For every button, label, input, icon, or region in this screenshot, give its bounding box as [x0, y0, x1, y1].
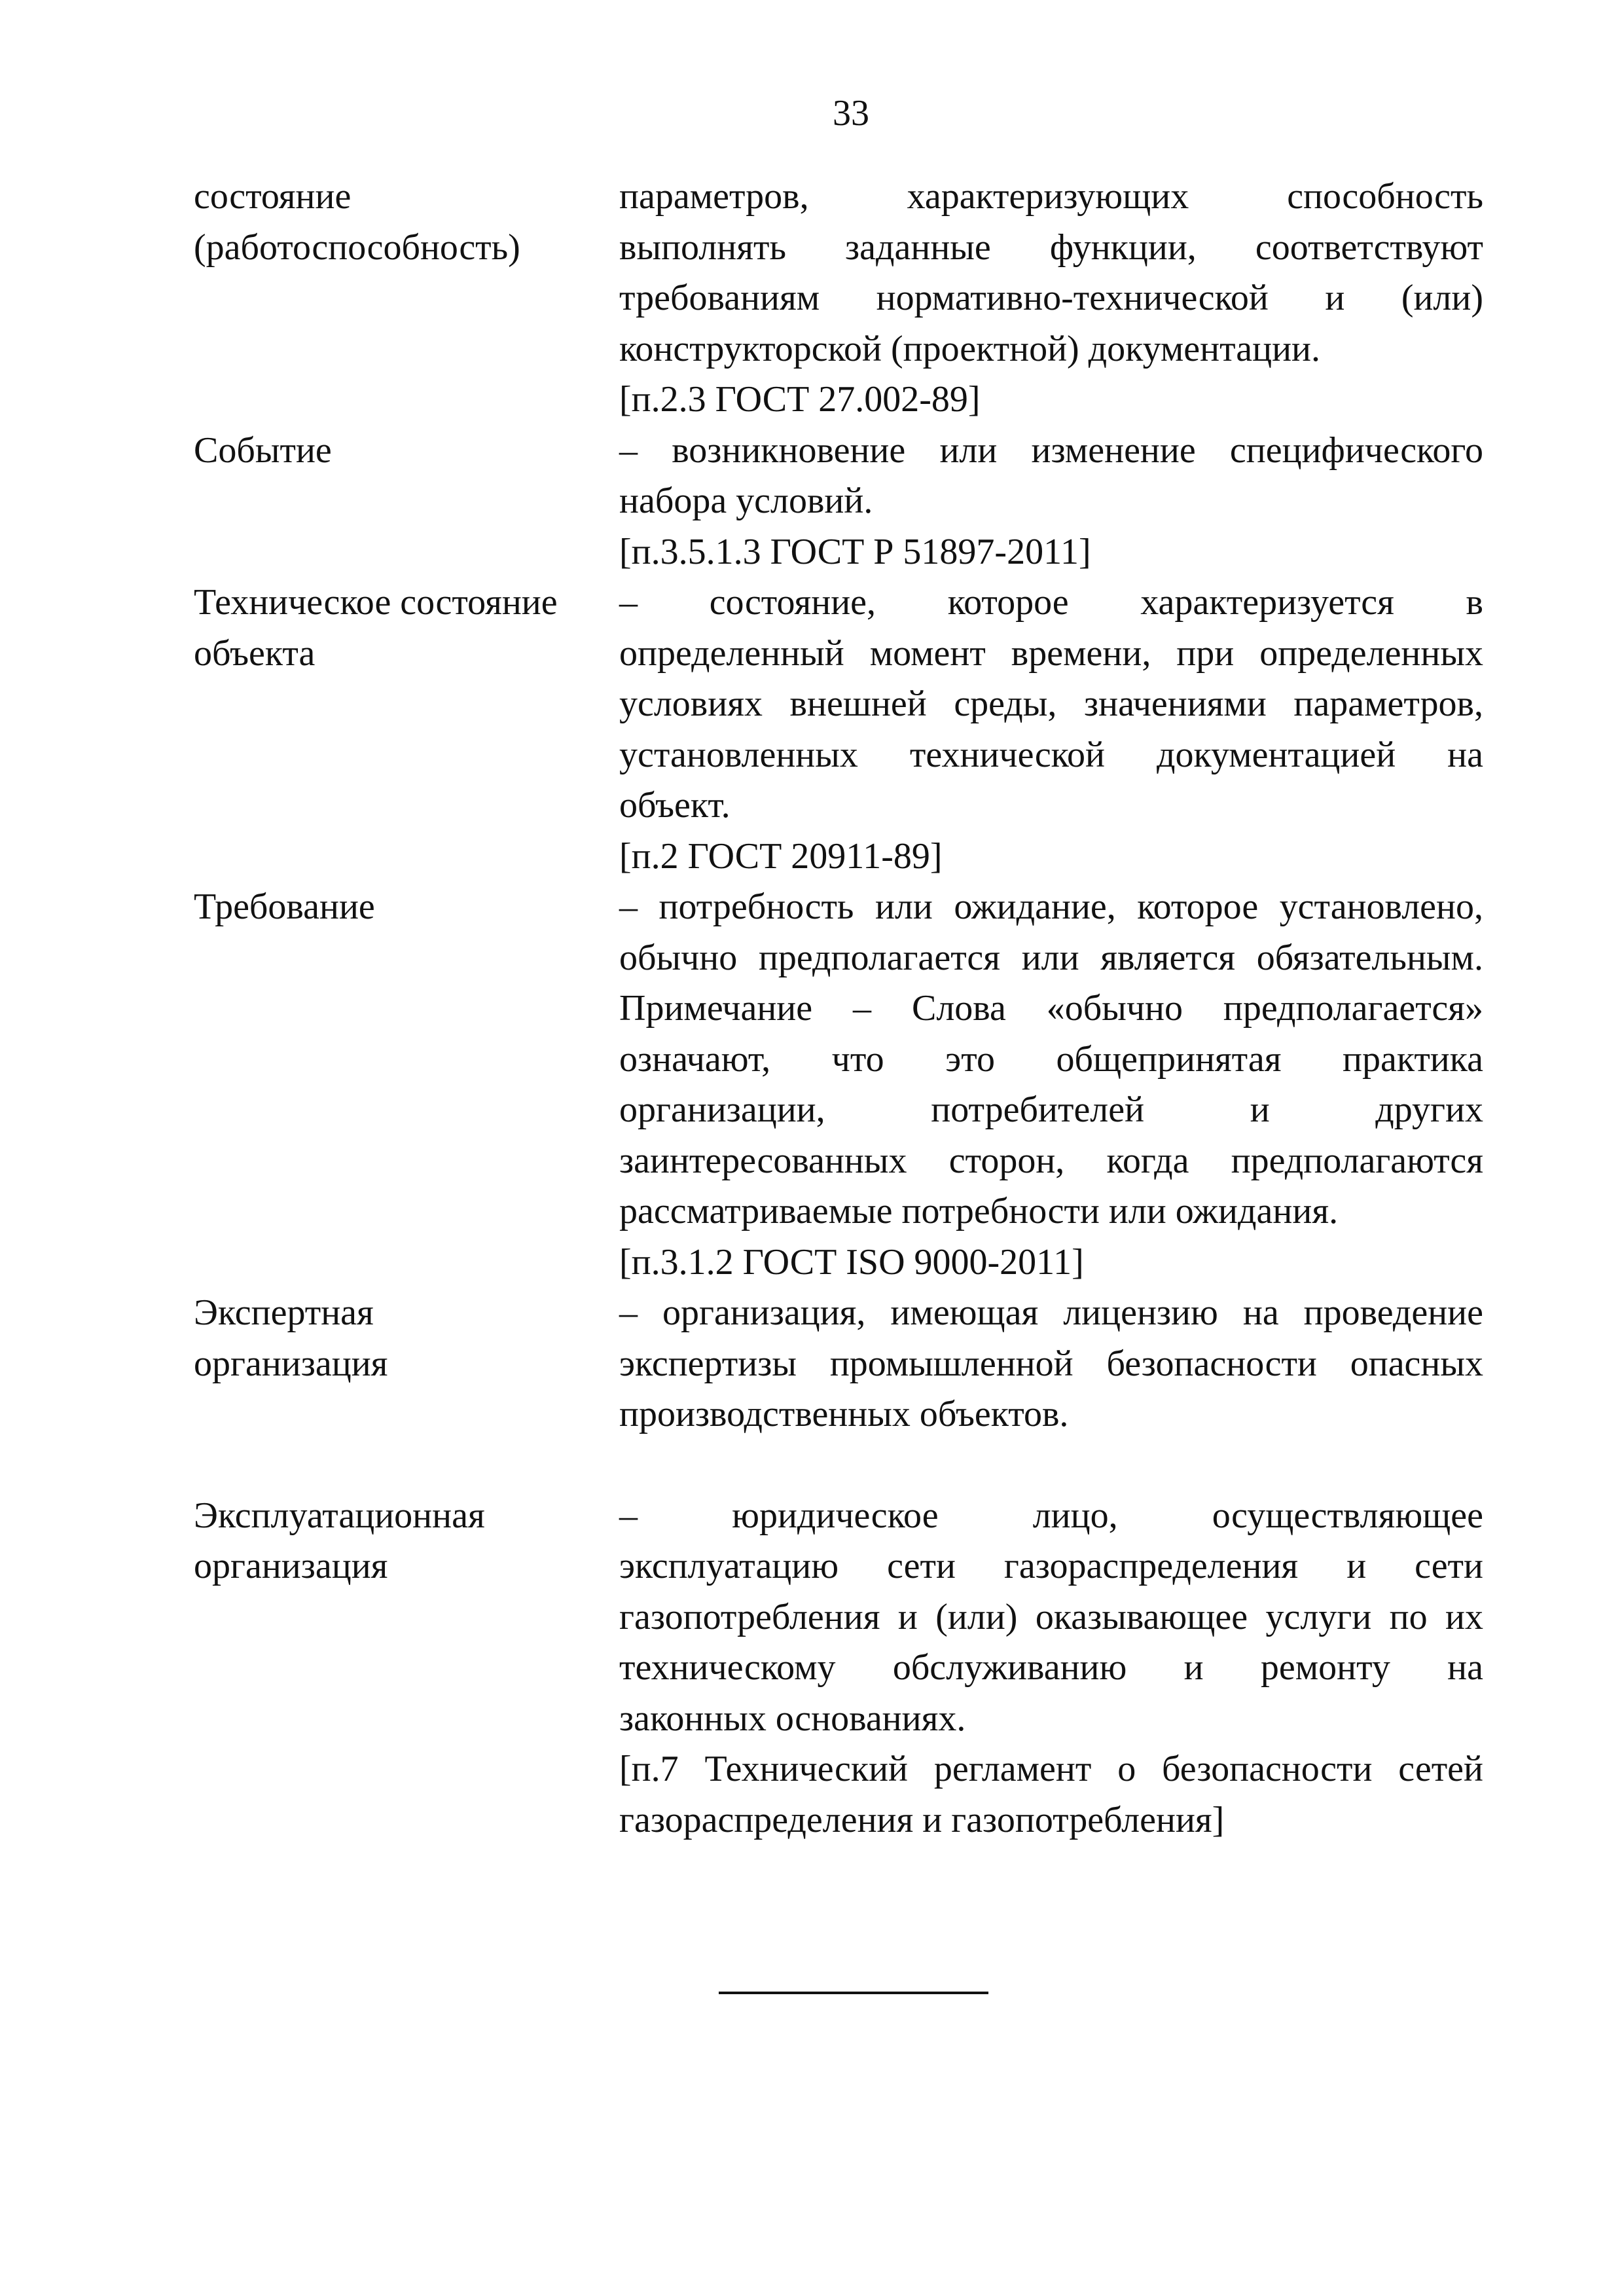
- reference: [п.2.3 ГОСТ 27.002-89]: [619, 379, 981, 420]
- definition-line: производственных объектов.: [619, 1394, 1069, 1434]
- definition-line: Примечание – Слова «обычно предполагается»: [619, 988, 1483, 1029]
- definition-line: – юридическое лицо, осуществляющее: [619, 1495, 1483, 1536]
- reference: [п.3.1.2 ГОСТ ISO 9000-2011]: [619, 1241, 1084, 1283]
- term-line: Техническое состояние: [194, 582, 558, 623]
- definition-line: – возникновение или изменение специфического: [619, 429, 1483, 471]
- term-line: организация: [194, 1343, 388, 1384]
- term: [194, 172, 619, 273]
- definition-line: рассматриваемые потребности или ожидания.: [619, 1191, 1339, 1231]
- reference: [п.7 Технический регламент о безопасности сетей: [619, 1749, 1483, 1789]
- term-line: Эксплуатационная: [194, 1495, 485, 1536]
- term: [194, 1288, 619, 1389]
- glossary-entry-tekhnicheskoe-sostoyanie: [194, 577, 1483, 882]
- definition: [619, 882, 1483, 1288]
- definition-line: объект.: [619, 785, 731, 826]
- definition-line: условиях внешней среды, значениями параметров,: [619, 683, 1483, 724]
- definition-line: – состояние, которое характеризуется в: [619, 582, 1483, 623]
- definition-line: – потребность или ожидание, которое установлено,: [619, 886, 1483, 927]
- definition-line: экспертизы промышленной безопасности опасных: [619, 1343, 1483, 1384]
- term-line: объекта: [194, 632, 316, 674]
- term: [194, 882, 619, 933]
- definition-line: техническому обслуживанию и ремонту на: [619, 1647, 1483, 1688]
- reference: [п.3.5.1.3 ГОСТ Р 51897-2011]: [619, 531, 1091, 572]
- term-line: Требование: [194, 886, 375, 927]
- glossary-entry-ekspluatatsionnaya-organizatsiya: [194, 1491, 1483, 1846]
- term: [194, 426, 619, 477]
- end-rule: [719, 1992, 988, 1994]
- definition-line: – организация, имеющая лицензию на проведение: [619, 1292, 1483, 1333]
- term: [194, 1491, 619, 1592]
- definition-line: конструкторской (проектной) документации.: [619, 328, 1321, 369]
- definition-line: газопотребления и (или) оказывающее услуги по их: [619, 1596, 1483, 1637]
- definition: [619, 172, 1483, 426]
- definition-line: законных основаниях.: [619, 1698, 966, 1739]
- entry-gap: [194, 1440, 1483, 1491]
- definition-line: означают, что это общепринятая практика: [619, 1038, 1483, 1080]
- definition-line: требованиям нормативно-технической и (или): [619, 278, 1483, 318]
- term-line: состояние: [194, 176, 352, 217]
- term-line: Событие: [194, 429, 332, 471]
- definition-line: эксплуатацию сети газораспределения и сети: [619, 1546, 1483, 1586]
- glossary: [194, 172, 1483, 1846]
- glossary-entry-sostoyanie: [194, 172, 1483, 426]
- term: [194, 577, 619, 679]
- term-line: организация: [194, 1546, 388, 1586]
- definition-line: набора условий.: [619, 481, 873, 521]
- definition-line: параметров, характеризующих способность: [619, 176, 1483, 217]
- glossary-entry-sobytie: [194, 426, 1483, 578]
- definition-line: определенный момент времени, при определенных: [619, 632, 1483, 674]
- definition: [619, 1491, 1483, 1846]
- reference: газораспределения и газопотребления]: [619, 1799, 1225, 1840]
- term-line: (работоспособность): [194, 227, 520, 268]
- glossary-entry-ekspertnaya-organizatsiya: [194, 1288, 1483, 1440]
- definition-line: заинтересованных сторон, когда предполагаются: [619, 1140, 1483, 1181]
- definition-line: обычно предполагается или является обязательным.: [619, 937, 1483, 978]
- glossary-entry-trebovanie: [194, 882, 1483, 1288]
- definition: [619, 577, 1483, 882]
- definition: [619, 426, 1483, 578]
- reference: [п.2 ГОСТ 20911-89]: [619, 835, 943, 877]
- definition: [619, 1288, 1483, 1440]
- term-line: Экспертная: [194, 1292, 374, 1333]
- definition-line: выполнять заданные функции, соответствуют: [619, 227, 1483, 268]
- definition-line: установленных технической документацией на: [619, 734, 1483, 775]
- definition-line: организации, потребителей и других: [619, 1089, 1483, 1130]
- page-number: 33: [833, 93, 869, 134]
